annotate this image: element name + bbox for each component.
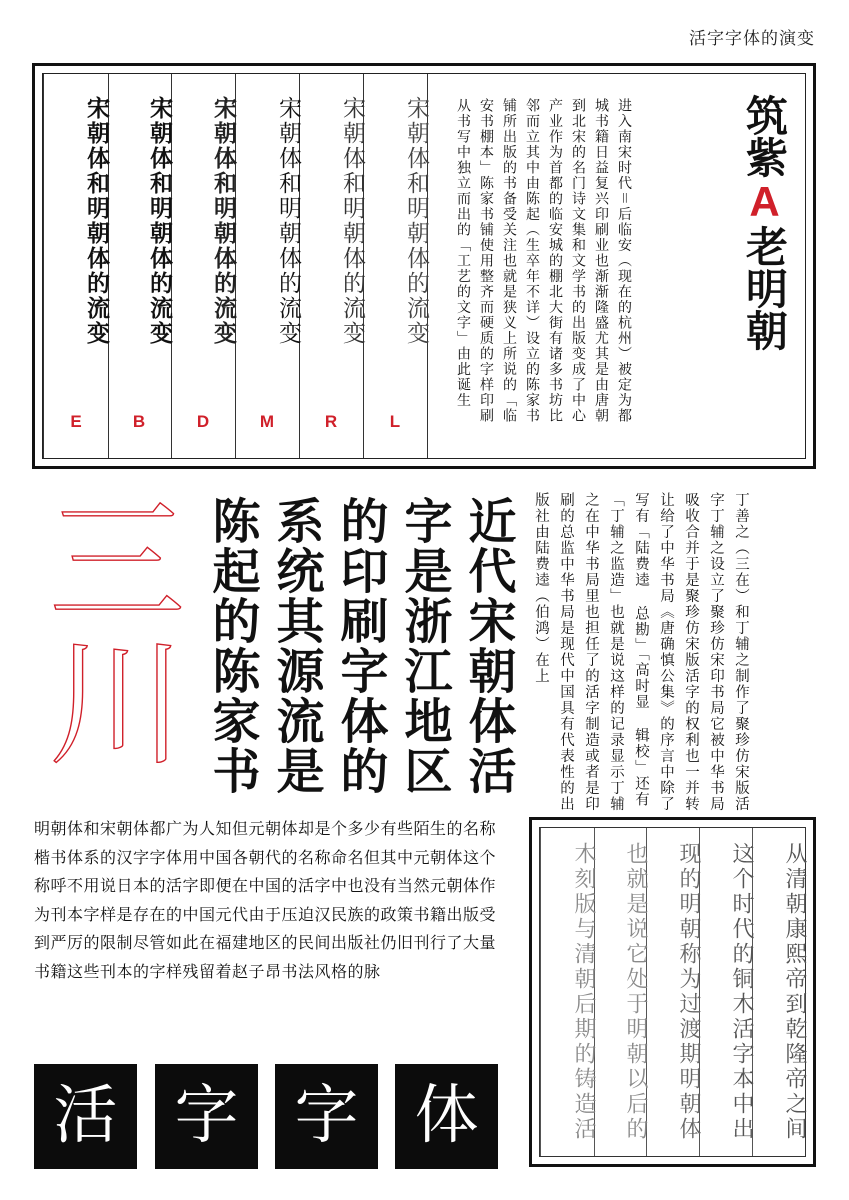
black-block-char: 体 <box>395 1064 498 1169</box>
horizontal-paragraph: 明朝体和宋朝体都广为人知但元朝体却是个多少有些陌生的名称楷书体系的汉字字体用中国各朝代的名称命名但其中元朝体这个称呼不用说日本的活字即便在中国的活字中也没有当然元朝体作为刊本字样是存在的中国元代由于压迫汉民族的政策书籍出版受到严厉的限制尽管如此在福建地区的民间出版社仍旧刊行了大量书籍这些刊本的字样残留着赵子昂书法风格的脉 <box>34 819 497 981</box>
bottom-column-inner-frame <box>539 827 806 1157</box>
weight-column-text: 宋朝体和明朝体的流变 <box>339 96 365 346</box>
weight-column-text: 宋朝体和明朝体的流变 <box>83 96 110 346</box>
box-column <box>699 828 753 1156</box>
weight-letter: E <box>70 412 82 431</box>
weight-column-text: 宋朝体和明朝体的流变 <box>403 96 429 346</box>
specimen-title-letter: A <box>741 178 788 225</box>
box-column <box>752 828 805 1156</box>
weight-column-r <box>299 74 364 458</box>
box-column <box>646 828 700 1156</box>
weight-letter: M <box>259 412 275 431</box>
box-column-text: 这个时代的铜木活字本中出 <box>729 842 754 1142</box>
weight-letter: R <box>324 412 338 431</box>
weight-letter: L <box>389 412 401 431</box>
weight-column-m <box>235 74 300 458</box>
weight-letter: D <box>196 412 210 431</box>
bottom-column-box <box>529 817 816 1167</box>
box-column <box>540 828 595 1156</box>
weight-column-e <box>43 74 109 458</box>
specimen-title <box>740 94 789 351</box>
top-paragraph: 进入南宋时代＝后临安（现在的杭州）被定为都城书籍日益复兴印刷业也渐渐隆盛尤其是由唐朝到北宋的名门诗文集和文学书的出版变成了中心产业作为首都的临安城的棚北大街有诸多书坊比邻而立其中由陈起（生卒年不详）设立的陈家书铺所出版的书备受关注也就是狭义上所说的「临安书棚本」陈家书铺使用整齐而硬质的字样印刷从书写中独立而出的「工艺的文字」由此诞生 <box>455 98 632 424</box>
black-block-char: 字 <box>155 1064 258 1169</box>
top-specimen-inner-frame <box>42 73 806 459</box>
outline-glyph-text: 三川 <box>25 490 183 774</box>
box-column-text: 从清朝康熙帝到乾隆帝之间 <box>782 842 807 1142</box>
page-header-title: 活字字体的演变 <box>689 29 815 49</box>
middle-paragraph: 丁善之（三在）和丁辅之制作了聚珍仿宋版活字丁辅之设立了聚珍仿宋印书局它被中华书局吸收合并于是聚珍仿宋版活字的权利也一并转让给了中华书局《唐确慎公集》的序言中除了写有「陆费逵 总勘」「高时显 辑校」还有「丁辅之监造」也就是说这样的记录显示丁辅之在中华书局里也担任了的活字制造或者是印刷的总监中华书局是现代中国具有代表性的出版社由陆费逵（伯鸿）在上 <box>533 492 749 812</box>
black-block-char: 活 <box>34 1064 137 1169</box>
box-column-text: 也就是说它处于明朝以后的 <box>623 842 648 1142</box>
weight-column-d <box>171 74 236 458</box>
top-specimen-box <box>32 63 816 469</box>
weight-column-text: 宋朝体和明朝体的流变 <box>146 96 173 346</box>
weight-letter: B <box>132 412 146 431</box>
black-block-char: 字 <box>275 1064 378 1169</box>
weight-column-b <box>107 74 172 458</box>
big-vertical-headline: 近代宋朝体活字是浙江地区的印刷字体的系统其源流是陈起的陈家书 <box>204 496 516 796</box>
specimen-title-pre: 筑紫 <box>740 94 789 178</box>
box-column-text: 木刻版与清朝后期的铸造活 <box>571 842 596 1142</box>
specimen-title-post: 老明朝 <box>740 225 789 351</box>
box-column <box>593 828 647 1156</box>
box-column-text: 现的明朝称为过渡期明朝体 <box>676 842 701 1142</box>
weight-column-text: 宋朝体和明朝体的流变 <box>275 96 301 346</box>
weight-column-text: 宋朝体和明朝体的流变 <box>210 96 237 346</box>
weight-column-l <box>363 74 428 458</box>
